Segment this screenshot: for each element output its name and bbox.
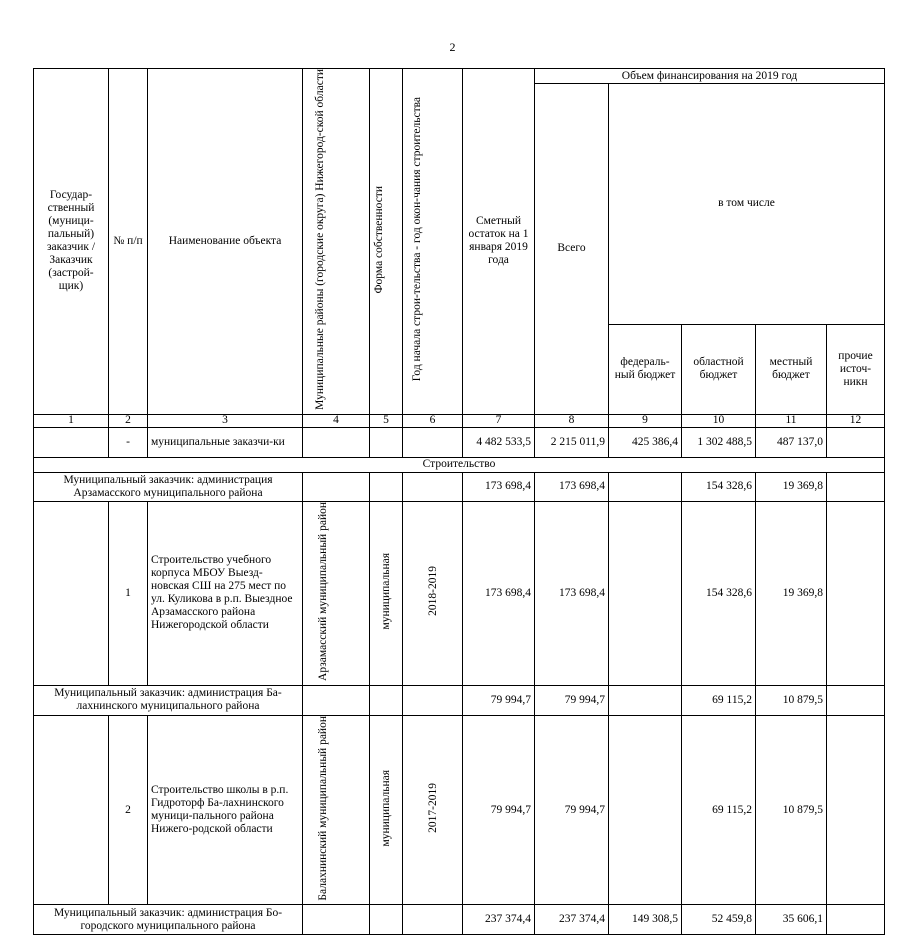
header-other: прочие источ-никн [827, 324, 885, 414]
financing-table [33, 68, 885, 935]
cell-total: 79 994,7 [535, 685, 609, 715]
table-row [34, 501, 885, 685]
cell-local: 487 137,0 [756, 427, 827, 457]
cell-federal: 425 386,4 [609, 427, 682, 457]
header-regional: областной бюджет [682, 324, 756, 414]
col-number: 7 [463, 414, 535, 427]
project-district: Балахнинский муниципальный район [303, 715, 370, 905]
project-ownership: муниципальная [370, 715, 403, 905]
section-title: Строительство [34, 457, 885, 472]
col-number: 1 [34, 414, 109, 427]
cell-federal: 149 308,5 [609, 905, 682, 935]
cell-regional: 154 328,6 [682, 472, 756, 501]
customer-name: Муниципальный заказчик: администрация Бо-городского муниципального района [34, 905, 303, 935]
cell-balance: 79 994,7 [463, 685, 535, 715]
table-row [34, 715, 885, 905]
cell-regional: 1 302 488,5 [682, 427, 756, 457]
header-object-name: Наименование объекта [148, 69, 303, 415]
cell-total: 173 698,4 [535, 472, 609, 501]
header-years: Год начала строи-тельства - год окон-чания строительства [403, 69, 463, 415]
cell-total: 173 698,4 [535, 501, 609, 685]
cell-regional: 69 115,2 [682, 685, 756, 715]
project-years: 2018-2019 [403, 501, 463, 685]
header-num: № п/п [109, 69, 148, 415]
page-number: 2 [449, 40, 456, 54]
col-number: 10 [682, 414, 756, 427]
header-balance: Сметный остаток на 1 января 2019 года [463, 69, 535, 415]
cell-local: 19 369,8 [756, 472, 827, 501]
header-federal: федераль-ный бюджет [609, 324, 682, 414]
cell-total: 79 994,7 [535, 715, 609, 905]
cell-regional: 52 459,8 [682, 905, 756, 935]
cell-balance: 173 698,4 [463, 501, 535, 685]
customer-name: Муниципальный заказчик: администрация Арзамасского муниципального района [34, 472, 303, 501]
col-number: 4 [303, 414, 370, 427]
col-number: 5 [370, 414, 403, 427]
cell-total: 2 215 011,9 [535, 427, 609, 457]
col-number: 12 [827, 414, 885, 427]
cell-regional: 154 328,6 [682, 501, 756, 685]
header-including: в том числе [609, 84, 885, 325]
col-number: 11 [756, 414, 827, 427]
col-number: 6 [403, 414, 463, 427]
header-local: местный бюджет [756, 324, 827, 414]
cell-local: 35 606,1 [756, 905, 827, 935]
header-total: Всего [535, 84, 609, 415]
header-ownership: Форма собственности [370, 69, 403, 415]
project-name: Строительство учебного корпуса МБОУ Выезд-новская СШ на 275 мест по ул. Куликова в р.п. Выездное Арзамасского района Нижегородской области [148, 501, 303, 685]
row-name: муниципальные заказчи-ки [148, 427, 303, 457]
row-num: 1 [109, 501, 148, 685]
table-row [34, 685, 885, 715]
table-row [34, 427, 885, 457]
col-number: 2 [109, 414, 148, 427]
table-row [34, 472, 885, 501]
project-years: 2017-2019 [403, 715, 463, 905]
header-customer: Государ-ственный (муници-пальный) заказчик / Заказчик (застрой-щик) [34, 69, 109, 415]
project-name: Строительство школы в р.п. Гидроторф Ба-лахнинского муници-пального района Нижего-родской области [148, 715, 303, 905]
cell-balance: 4 482 533,5 [463, 427, 535, 457]
project-ownership: муниципальная [370, 501, 403, 685]
cell-regional: 69 115,2 [682, 715, 756, 905]
row-num: 2 [109, 715, 148, 905]
cell-total: 237 374,4 [535, 905, 609, 935]
cell-local: 19 369,8 [756, 501, 827, 685]
header-districts: Муниципальные районы (городские округа) Нижегород-ской области [303, 69, 370, 415]
row-num: - [109, 427, 148, 457]
cell-balance: 79 994,7 [463, 715, 535, 905]
project-district: Арзамасский муниципальный район [303, 501, 370, 685]
customer-name: Муниципальный заказчик: администрация Ба-лахнинского муниципального района [34, 685, 303, 715]
table-row [34, 905, 885, 935]
header-funding: Объем финансирования на 2019 год [535, 69, 885, 84]
col-number: 3 [148, 414, 303, 427]
cell-balance: 237 374,4 [463, 905, 535, 935]
cell-local: 10 879,5 [756, 685, 827, 715]
cell-local: 10 879,5 [756, 715, 827, 905]
col-number: 8 [535, 414, 609, 427]
col-number: 9 [609, 414, 682, 427]
cell-balance: 173 698,4 [463, 472, 535, 501]
